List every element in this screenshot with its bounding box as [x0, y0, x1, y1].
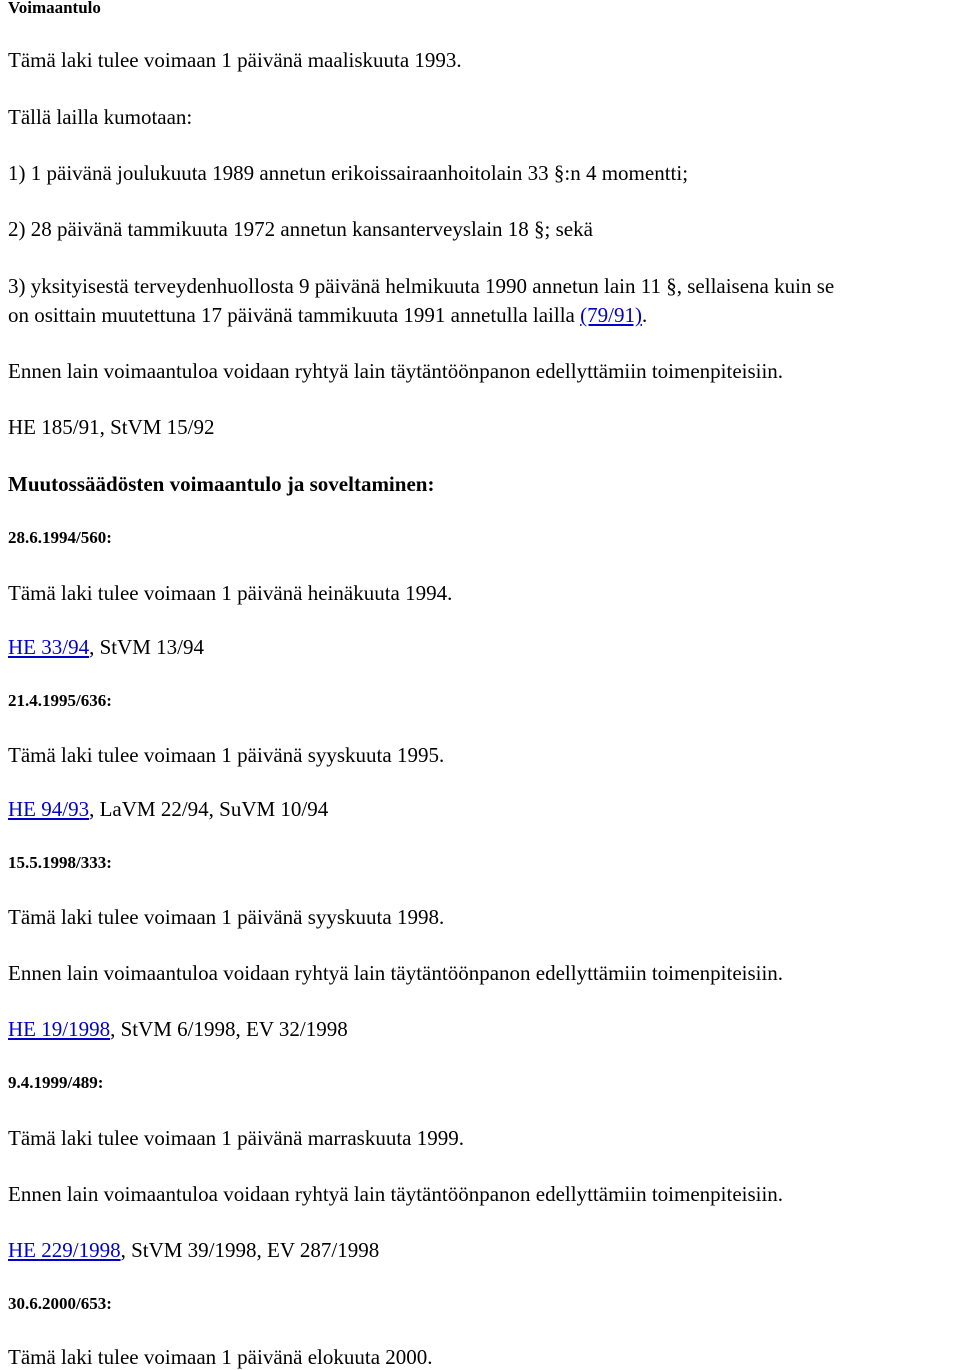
amendment-reference — [8, 634, 204, 660]
amendment-text: Tämä laki tulee voimaan 1 päivänä syyskuuta 1998. — [8, 905, 445, 929]
amendment-preparatory-text: Ennen lain voimaantuloa voidaan ryhtyä lain täytäntöönpanon edellyttämiin toimenpiteisiin. — [8, 1182, 784, 1206]
amendment-reference-rest: , StVM 6/1998, EV 32/1998 — [110, 1017, 348, 1041]
amendment-bill-link[interactable]: HE 19/1998 — [8, 1017, 111, 1041]
amendment-id: 30.6.2000/653: — [8, 1294, 112, 1313]
preparatory-measures-text: Ennen lain voimaantuloa voidaan ryhtyä lain täytäntöönpanon edellyttämiin toimenpiteisiin. — [8, 359, 784, 383]
amendment-reference — [8, 796, 328, 822]
amendment-bill-link[interactable]: HE 33/94 — [8, 635, 90, 659]
repeal-item-2: 2) 28 päivänä tammikuuta 1972 annetun kansanterveyslain 18 §; sekä — [8, 217, 593, 241]
repeal-intro: Tällä lailla kumotaan: — [8, 105, 193, 129]
amendment-reference-rest: , LaVM 22/94, SuVM 10/94 — [89, 797, 329, 821]
repeal-item-1: 1) 1 päivänä joulukuuta 1989 annetun erikoissairaanhoitolain 33 §:n 4 momentti; — [8, 161, 689, 185]
repeal-item-3-end: . — [641, 303, 648, 327]
amendment-id: 9.4.1999/489: — [8, 1073, 104, 1092]
amendment-id: 21.4.1995/636: — [8, 691, 112, 710]
effective-date-text: Tämä laki tulee voimaan 1 päivänä maaliskuuta 1993. — [8, 48, 462, 72]
amendment-id: 28.6.1994/560: — [8, 528, 112, 547]
amendment-bill-link[interactable]: HE 94/93 — [8, 797, 90, 821]
repeal-item-3: 3) yksityisestä terveydenhuollosta 9 päivänä helmikuuta 1990 annetun lain 11 §, sellaisena kuin se — [8, 274, 835, 298]
amendment-preparatory-text: Ennen lain voimaantuloa voidaan ryhtyä lain täytäntöönpanon edellyttämiin toimenpiteisiin. — [8, 961, 784, 985]
amendment-reference — [8, 1016, 348, 1042]
amendment-id: 15.5.1998/333: — [8, 853, 112, 872]
amendment-text: Tämä laki tulee voimaan 1 päivänä marraskuuta 1999. — [8, 1126, 465, 1150]
section-title: Voimaantulo — [8, 0, 101, 17]
amendments-heading: Muutossäädösten voimaantulo ja soveltaminen: — [8, 472, 435, 496]
amendment-text: Tämä laki tulee voimaan 1 päivänä syyskuuta 1995. — [8, 743, 445, 767]
amendment-text: Tämä laki tulee voimaan 1 päivänä elokuuta 2000. — [8, 1345, 433, 1369]
government-bill-reference: HE 185/91, StVM 15/92 — [8, 415, 215, 439]
amendment-text: Tämä laki tulee voimaan 1 päivänä heinäkuuta 1994. — [8, 581, 453, 605]
amendment-bill-link[interactable]: HE 229/1998 — [8, 1238, 121, 1262]
repeal-item-3-continuation — [8, 302, 647, 328]
repeal-item-3-cont-text: on osittain muutettuna 17 päivänä tammikuuta 1991 annetulla lailla — [8, 303, 581, 327]
amendment-reference-rest: , StVM 13/94 — [89, 635, 205, 659]
amendment-reference-rest: , StVM 39/1998, EV 287/1998 — [120, 1238, 380, 1262]
amendment-reference — [8, 1237, 379, 1263]
law-link-79-91[interactable]: (79/91) — [580, 303, 642, 327]
